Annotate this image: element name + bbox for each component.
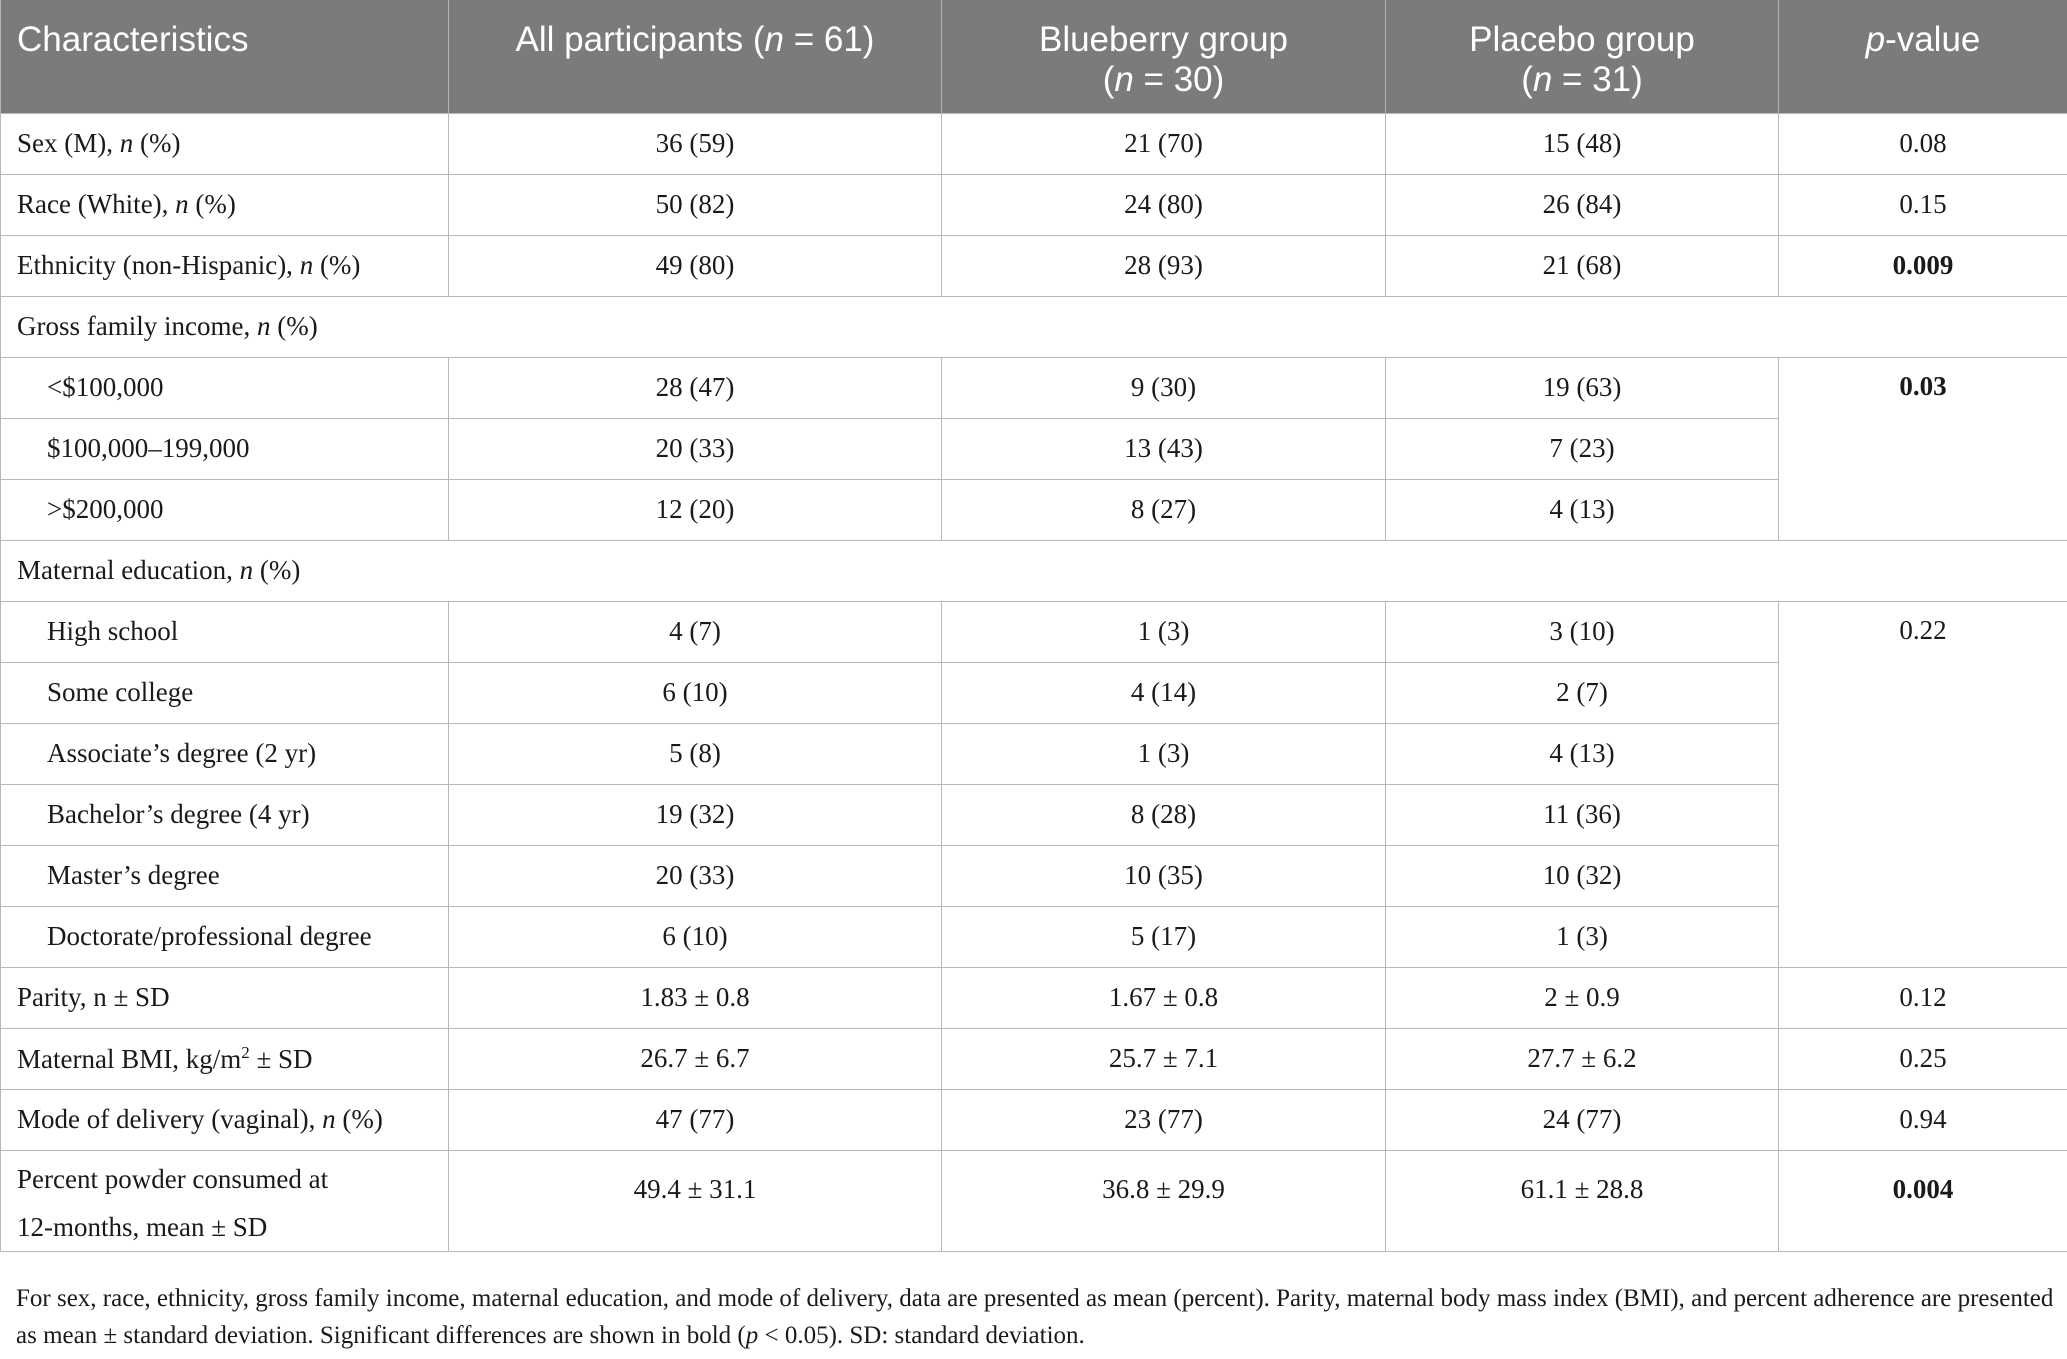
table-row bbox=[1, 784, 2067, 845]
cell-all: 36 (59) bbox=[449, 113, 942, 174]
cell-blueberry: 9 (30) bbox=[942, 357, 1386, 418]
cell-blueberry: 21 (70) bbox=[942, 113, 1386, 174]
cell-placebo: 2 (7) bbox=[1386, 662, 1779, 723]
table-row bbox=[1, 1150, 2067, 1251]
cell-placebo: 61.1 ± 28.8 bbox=[1386, 1150, 1779, 1251]
cell-blueberry: 1.67 ± 0.8 bbox=[942, 967, 1386, 1028]
cell-placebo: 26 (84) bbox=[1386, 174, 1779, 235]
row-label: Doctorate/professional degree bbox=[1, 906, 449, 967]
table-row bbox=[1, 1089, 2067, 1150]
table-row bbox=[1, 113, 2067, 174]
cell-placebo: 4 (13) bbox=[1386, 723, 1779, 784]
cell-placebo: 2 ± 0.9 bbox=[1386, 967, 1779, 1028]
table-footnote: For sex, race, ethnicity, gross family income, maternal education, and mode of delivery, data are presented as mean (percent). Parity, maternal body mass index (BMI), and percent adherence are presented as mean ± standard deviation. Significant differences are shown in bold (p < 0.05). SD: standard deviation. bbox=[16, 1285, 2054, 1349]
cell-all: 6 (10) bbox=[449, 906, 942, 967]
row-label: Ethnicity (non-Hispanic), n (%) bbox=[1, 235, 449, 296]
row-label-line2: 12-months, mean ± SD bbox=[17, 1211, 268, 1242]
header-blueberry-group bbox=[942, 0, 1386, 113]
cell-all: 28 (47) bbox=[449, 357, 942, 418]
cell-placebo: 15 (48) bbox=[1386, 113, 1779, 174]
cell-blueberry: 10 (35) bbox=[942, 845, 1386, 906]
cell-p-value-significant: 0.009 bbox=[1779, 235, 2067, 296]
cell-all: 49.4 ± 31.1 bbox=[449, 1150, 942, 1251]
row-label: High school bbox=[1, 601, 449, 662]
cell-all: 26.7 ± 6.7 bbox=[449, 1028, 942, 1089]
cell-p-value: 0.08 bbox=[1779, 113, 2067, 174]
table-row bbox=[1, 235, 2067, 296]
cell-p-value: 0.25 bbox=[1779, 1028, 2067, 1089]
section-label-income: Gross family income, n (%) bbox=[1, 296, 2067, 357]
table-row bbox=[1, 662, 2067, 723]
cell-placebo: 4 (13) bbox=[1386, 479, 1779, 540]
table-row bbox=[1, 418, 2067, 479]
cell-p-value: 0.12 bbox=[1779, 967, 2067, 1028]
cell-blueberry: 4 (14) bbox=[942, 662, 1386, 723]
cell-blueberry: 1 (3) bbox=[942, 723, 1386, 784]
cell-blueberry: 23 (77) bbox=[942, 1089, 1386, 1150]
table-row bbox=[1, 723, 2067, 784]
table-section-row bbox=[1, 296, 2067, 357]
header-placebo-line1: Placebo group bbox=[1469, 20, 1695, 59]
cell-blueberry: 25.7 ± 7.1 bbox=[942, 1028, 1386, 1089]
header-all-participants: All participants (n = 61) bbox=[449, 0, 942, 113]
table-row bbox=[1, 906, 2067, 967]
header-p-value: p-value bbox=[1779, 0, 2067, 113]
cell-all: 20 (33) bbox=[449, 418, 942, 479]
header-row bbox=[1, 0, 2067, 113]
cell-blueberry: 28 (93) bbox=[942, 235, 1386, 296]
cell-blueberry: 13 (43) bbox=[942, 418, 1386, 479]
row-label: Parity, n ± SD bbox=[1, 967, 449, 1028]
cell-placebo: 1 (3) bbox=[1386, 906, 1779, 967]
cell-p-value-significant: 0.03 bbox=[1779, 357, 2067, 540]
header-placebo-group bbox=[1386, 0, 1779, 113]
cell-blueberry: 5 (17) bbox=[942, 906, 1386, 967]
cell-all: 1.83 ± 0.8 bbox=[449, 967, 942, 1028]
table-row bbox=[1, 174, 2067, 235]
table-row bbox=[1, 479, 2067, 540]
cell-all: 5 (8) bbox=[449, 723, 942, 784]
row-label: $100,000–199,000 bbox=[1, 418, 449, 479]
cell-p-value-significant: 0.004 bbox=[1779, 1150, 2067, 1251]
row-label: Maternal BMI, $kg/m^2$ ± SD bbox=[1, 1028, 449, 1089]
cell-all: 6 (10) bbox=[449, 662, 942, 723]
cell-all: 50 (82) bbox=[449, 174, 942, 235]
section-label-education: Maternal education, n (%) bbox=[1, 540, 2067, 601]
row-label-line1: Percent powder consumed at bbox=[17, 1163, 329, 1194]
cell-placebo: 21 (68) bbox=[1386, 235, 1779, 296]
cell-all: 49 (80) bbox=[449, 235, 942, 296]
table-row bbox=[1, 967, 2067, 1028]
cell-blueberry: 24 (80) bbox=[942, 174, 1386, 235]
cell-p-value: 0.22 bbox=[1779, 601, 2067, 967]
cell-blueberry: 8 (28) bbox=[942, 784, 1386, 845]
cell-all: 47 (77) bbox=[449, 1089, 942, 1150]
row-label: Associate’s degree (2 yr) bbox=[1, 723, 449, 784]
table-row bbox=[1, 1028, 2067, 1089]
cell-all: 12 (20) bbox=[449, 479, 942, 540]
cell-placebo: 27.7 ± 6.2 bbox=[1386, 1028, 1779, 1089]
cell-all: 20 (33) bbox=[449, 845, 942, 906]
header-characteristics: Characteristics bbox=[1, 0, 449, 113]
header-blueberry-line2: (n = 30) bbox=[1102, 60, 1225, 99]
cell-placebo: 19 (63) bbox=[1386, 357, 1779, 418]
cell-blueberry: 8 (27) bbox=[942, 479, 1386, 540]
table-row bbox=[1, 845, 2067, 906]
row-label: Mode of delivery (vaginal), n (%) bbox=[1, 1089, 449, 1150]
cell-placebo: 24 (77) bbox=[1386, 1089, 1779, 1150]
row-label: Bachelor’s degree (4 yr) bbox=[1, 784, 449, 845]
row-label: Race (White), n (%) bbox=[1, 174, 449, 235]
cell-all: 4 (7) bbox=[449, 601, 942, 662]
header-blueberry-line1: Blueberry group bbox=[1038, 20, 1289, 59]
table-row bbox=[1, 357, 2067, 418]
cell-placebo: 3 (10) bbox=[1386, 601, 1779, 662]
cell-p-value: 0.94 bbox=[1779, 1089, 2067, 1150]
row-label: Sex (M), n (%) bbox=[1, 113, 449, 174]
cell-p-value: 0.15 bbox=[1779, 174, 2067, 235]
table-section-row bbox=[1, 540, 2067, 601]
row-label: >$200,000 bbox=[1, 479, 449, 540]
row-label: Some college bbox=[1, 662, 449, 723]
cell-placebo: 10 (32) bbox=[1386, 845, 1779, 906]
table-row bbox=[1, 601, 2067, 662]
cell-all: 19 (32) bbox=[449, 784, 942, 845]
cell-placebo: 7 (23) bbox=[1386, 418, 1779, 479]
header-placebo-line2: (n = 31) bbox=[1521, 60, 1643, 99]
cell-placebo: 11 (36) bbox=[1386, 784, 1779, 845]
row-label: <$100,000 bbox=[1, 357, 449, 418]
cell-blueberry: 1 (3) bbox=[942, 601, 1386, 662]
row-label: Master’s degree bbox=[1, 845, 449, 906]
cell-blueberry: 36.8 ± 29.9 bbox=[942, 1150, 1386, 1251]
row-label bbox=[1, 1150, 449, 1251]
